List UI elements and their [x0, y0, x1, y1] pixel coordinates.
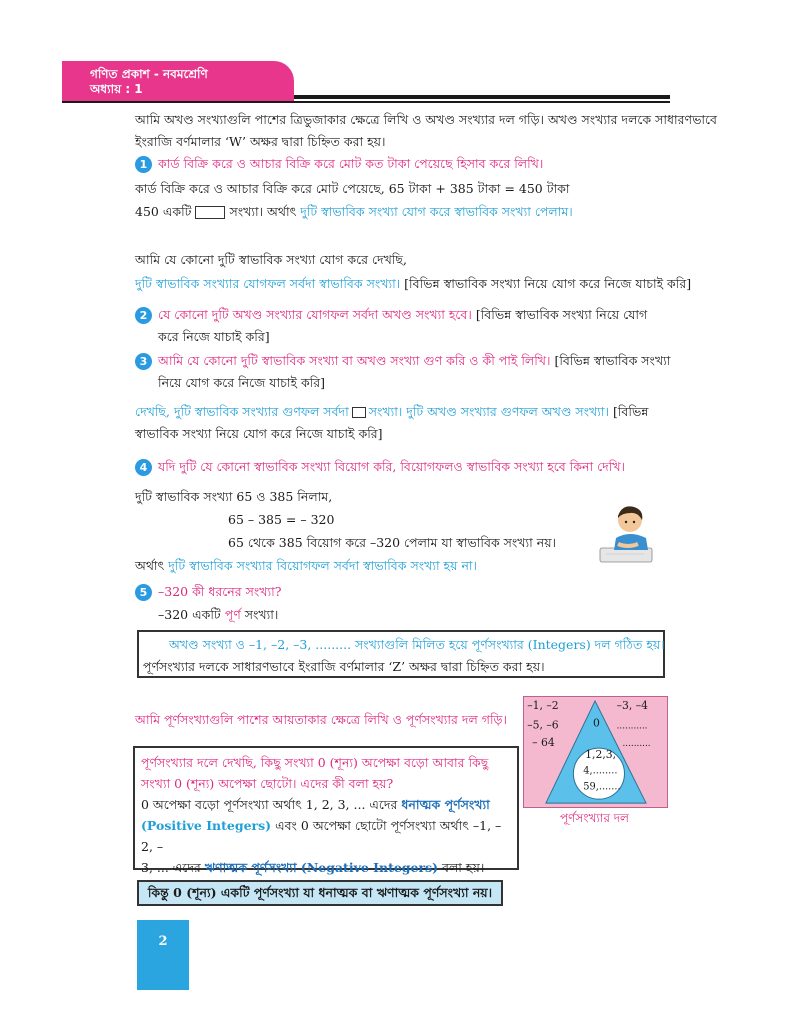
question-5-text: –320 কী ধরনের সংখ্যা?	[158, 584, 282, 599]
posneg-line-2: সংখ্যা 0 (শূন্য) অপেক্ষা ছোটো। এদের কী বলা হয়?	[141, 776, 394, 791]
product-middle: সংখ্যা। দুটি অখণ্ড সংখ্যার গুণফল অখণ্ড সংখ্যা।	[368, 404, 609, 419]
line-4-highlight: দুটি স্বাভাবিক সংখ্যার বিয়োগফল সর্বদা স্বাভাবিক সংখ্যা হয় না।	[168, 558, 478, 573]
posneg-line-3-prefix: 0 অপেক্ষা বড়ো পূর্ণসংখ্যা অর্থাৎ 1, 2, 3, ... এদের	[141, 797, 398, 812]
book-title: গণিত প্রকাশ - নবমশ্রেণি	[90, 67, 208, 81]
diagram-zero: 0	[593, 716, 600, 730]
diagram-top-left-1: –1, –2	[527, 698, 559, 712]
question-1-answer-1: কার্ড বিক্রি করে ও আচার বিক্রি করে মোট পেয়েছে, 65 টাকা + 385 টাকা = 450 টাকা	[135, 181, 570, 196]
posneg-line-5	[141, 857, 511, 878]
diagram-top-left-2: –5, –6	[527, 718, 559, 732]
question-2-text: যে কোনো দুটি অখণ্ড সংখ্যার যোগফল সর্বদা অখণ্ড সংখ্যা হবে।	[158, 307, 472, 322]
product-rest: [বিভিন্ন	[612, 404, 649, 419]
question-3-text: আমি যে কোনো দুটি স্বাভাবিক সংখ্যা বা অখণ্ড সংখ্যা গুণ করি ও কী পাই লিখি।	[158, 353, 551, 368]
header-rule-thin	[62, 101, 670, 103]
answer-2-middle: সংখ্যা। অর্থাৎ	[229, 204, 297, 219]
product-line-1	[135, 404, 648, 424]
positive-negative-box	[133, 746, 519, 875]
page-number-tab	[137, 920, 189, 990]
question-1-answer-2	[135, 204, 573, 224]
question-5-number: 5	[135, 584, 152, 601]
question-4-line-4	[135, 558, 477, 578]
integers-definition-box	[137, 630, 665, 678]
negative-integers-term: ঋণাত্মক পূর্ণসংখ্যা (Negative Integers)	[204, 860, 439, 875]
line-4-prefix: অর্থাৎ	[135, 558, 165, 573]
question-4	[135, 459, 625, 479]
product-prefix: দেখছি, দুটি স্বাভাবিক সংখ্যার গুণফল সর্বদা	[135, 404, 349, 419]
child-studying-illustration	[596, 504, 664, 566]
page-number: 2	[158, 934, 168, 949]
diagram-circle-3: 59,.......	[583, 781, 621, 793]
diagram-caption: পূর্ণসংখ্যার দল	[560, 811, 629, 825]
question-3-line-2: নিয়ে যোগ করে নিজে যাচাই করি]	[158, 375, 326, 390]
question-5-answer	[158, 607, 278, 627]
diagram-top-right-2: ...........	[616, 721, 648, 732]
question-4-line-1: দুটি স্বাভাবিক সংখ্যা 65 ও 385 নিলাম,	[135, 489, 333, 504]
question-3	[135, 353, 670, 373]
question-4-text: যদি দুটি যে কোনো স্বাভাবিক সংখ্যা বিয়োগ করি, বিয়োগফলও স্বাভাবিক সংখ্যা হবে কিনা দেখি।	[158, 459, 626, 474]
blank-box	[195, 206, 225, 219]
posneg-line-5-prefix: 3, ... এদের	[141, 860, 201, 875]
diagram-circle-2: 4,........	[583, 765, 618, 777]
rectangle-instruction	[135, 712, 507, 732]
question-5	[135, 584, 281, 604]
natural-add-highlight: দুটি স্বাভাবিক সংখ্যার যোগফল সর্বদা স্বাভাবিক সংখ্যা।	[135, 276, 401, 291]
question-2-number: 2	[135, 307, 152, 324]
question-3-number: 3	[135, 353, 152, 370]
question-3-rest: [বিভিন্ন স্বাভাবিক সংখ্যা	[554, 353, 671, 368]
answer-highlight: পূর্ণ	[224, 607, 241, 622]
header-tab	[62, 61, 294, 102]
answer-2-highlight: দুটি স্বাভাবিক সংখ্যা যোগ করে স্বাভাবিক সংখ্যা পেলাম।	[300, 204, 573, 219]
answer-suffix: সংখ্যা।	[244, 607, 279, 622]
answer-prefix: –320 একটি	[158, 607, 221, 622]
question-1-text: কার্ড বিক্রি করে ও আচার বিক্রি করে মোট কত টাকা পেয়েছে হিসাব করে লিখি।	[158, 156, 544, 171]
question-2-line-2: করে নিজে যাচাই করি]	[158, 329, 270, 344]
integer-set-diagram	[523, 696, 668, 808]
question-4-equation: 65 – 385 = – 320	[228, 512, 335, 527]
question-4-line-3: 65 থেকে 385 বিয়োগ করে –320 পেলাম যা স্বাভাবিক সংখ্যা নয়।	[228, 535, 557, 550]
diagram-circle-1: 1,2,3,	[585, 747, 617, 761]
blank-box-small	[352, 407, 366, 418]
intro-line-2: ইংরাজি বর্ণমালার ‘W’ অক্ষর দ্বারা চিহ্নিত করা হয়।	[135, 134, 386, 149]
natural-add-line-1: আমি যে কোনো দুটি স্বাভাবিক সংখ্যা যোগ করে দেখছি,	[135, 252, 407, 267]
posneg-line-4-rest: এবং 0 অপেক্ষা ছোটো পূর্ণসংখ্যা অর্থাৎ –1, –2, –	[141, 818, 502, 854]
answer-2-prefix: 450 একটি	[135, 204, 192, 219]
posneg-line-3	[141, 794, 511, 815]
diagram-top-right-1: –3, –4	[616, 698, 649, 712]
positive-integers-term: ধনাত্মক পূর্ণসংখ্যা	[401, 797, 490, 812]
natural-add-line-2	[135, 276, 691, 296]
diagram-top-right-3: ..........	[622, 739, 651, 750]
posneg-line-5-suffix: বলা হয়।	[442, 860, 485, 875]
header-rule	[294, 95, 670, 99]
question-2	[135, 307, 647, 327]
question-4-number: 4	[135, 459, 152, 476]
posneg-line-4	[141, 815, 511, 857]
chapter-label: অধ্যায় : 1	[90, 82, 143, 96]
integers-line-2: পূর্ণসংখ্যার দলকে সাধারণভাবে ইংরাজি বর্ণমালার ‘Z’ অক্ষর দ্বারা চিহ্নিত করা হয়।	[143, 659, 545, 674]
rectangle-instruction-text: আমি পূর্ণসংখ্যাগুলি পাশের আয়তাকার ক্ষেত্রে লিখি ও পূর্ণসংখ্যার দল গড়ি।	[135, 712, 507, 727]
positive-integers-english: (Positive Integers)	[141, 818, 272, 833]
question-1	[135, 156, 543, 176]
integers-line-1: অখণ্ড সংখ্যা ও –1, –2, –3, ......... সংখ্যাগুলি মিলিত হয়ে পূর্ণসংখ্যার (Integers) দল গঠিত হয়।	[169, 637, 665, 652]
natural-add-rest: [বিভিন্ন স্বাভাবিক সংখ্যা নিয়ে যোগ করে নিজে যাচাই করি]	[404, 276, 692, 291]
posneg-line-1: পূর্ণসংখ্যার দলে দেখছি, কিছু সংখ্যা 0 (শূন্য) অপেক্ষা বড়ো আবার কিছু	[141, 755, 489, 770]
diagram-top-left-3: – 64	[532, 736, 555, 750]
question-2-rest: [বিভিন্ন স্বাভাবিক সংখ্যা নিয়ে যোগ	[475, 307, 648, 322]
zero-note-box: কিন্তু 0 (শূন্য) একটি পূর্ণসংখ্যা যা ধনাত্মক বা ঋণাত্মক পূর্ণসংখ্যা নয়।	[137, 880, 503, 906]
intro-line-1: আমি অখণ্ড সংখ্যাগুলি পাশের ত্রিভুজাকার ক্ষেত্রে লিখি ও অখণ্ড সংখ্যার দল গড়ি। অখণ্ড সংখ্যার দলকে সাধারণভাবে	[135, 112, 717, 127]
product-line-2: স্বাভাবিক সংখ্যা নিয়ে যোগ করে নিজে যাচাই করি]	[135, 426, 383, 441]
question-1-number: 1	[135, 156, 152, 173]
